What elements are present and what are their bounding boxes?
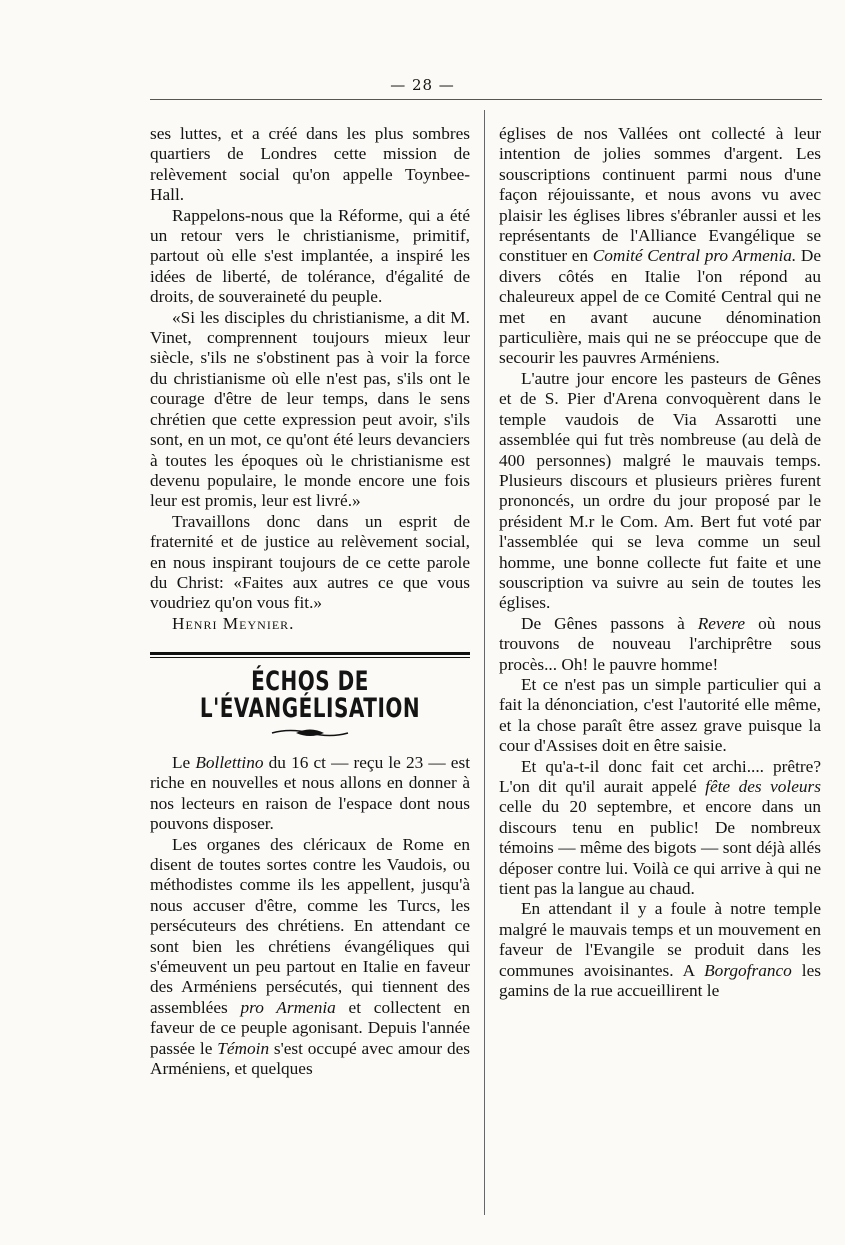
italic-title: Comité Central pro Armenia. [592, 246, 797, 266]
italic-title: Témoin [217, 1038, 270, 1058]
section-heading: ÉCHOS DE L'ÉVANGÉLISATION [199, 664, 421, 725]
paragraph: Les organes des cléricaux de Rome en disent de toutes sortes contre les Vaudois, ou méthodistes comme ils les appellent, jusqu'à nous accuser d'être, comme les Turcs, les persécuteurs des chrétiens. En attendant ce sont bien les chrétiens évangéliques qui s'émeuvent un peu partout en Italie en faveur des Arméniens persécutés, qui tiennent des assemblées pro Armenia et collectent en faveur de ce peuple agonisant. Depuis l'année passée le Témoin s'est occupé avec amour des Arméniens, et quelques [150, 834, 471, 1079]
italic-place: Revere [697, 613, 746, 633]
paragraph: Et ce n'est pas un simple particulier qui a fait la dénonciation, c'est l'autorité elle même, et la chose paraît être assez grave puisque la cour d'Assises doit en être saisie. [499, 674, 821, 756]
paragraph: ses luttes, et a créé dans les plus sombres quartiers de Londres cette mission de relèvement social qu'on appelle Toynbee-Hall. [150, 124, 470, 205]
paragraph: Le Bollettino du 16 ct — reçu le 23 — est riche en nouvelles et nous allons en donner à nos lecteurs en raison de l'espace dont nous pouvons disposer. [150, 752, 470, 834]
italic-title: Bollettino [195, 752, 264, 772]
paragraph: De Gênes passons à Revere où nous trouvons de nouveau l'archiprêtre sous procès... Oh! le pauvre homme! [499, 613, 821, 674]
paragraph: Et qu'a-t-il donc fait cet archi.... prêtre? L'on dit qu'il aurait appelé fête des voleurs celle du 20 septembre, et encore dans un discours tenu en public! De nombreux témoins — même des bigots — sont déjà allés déposer contre lui. Voilà ce qui arrive à qui ne tient pas la langue au chaud. [499, 756, 821, 899]
paragraph: En attendant il y a foule à notre temple malgré le mauvais temps et un mouvement en faveur de l'Evangile se produit dans les communes avoisinantes. A Borgofranco les gamins de la rue accueillirent le [499, 899, 821, 1001]
paragraph: Rappelons-nous que la Réforme, qui a été un retour vers le christianisme, primitif, partout où elle s'est implantée, a inspiré les idées de liberté, de tolérance, d'égalité de droits, de souveraineté du peuple. [150, 205, 470, 307]
paragraph: Travaillons donc dans un esprit de fraternité et de justice au relèvement social, en nous inspirant toujours de ce cette parole du Christ: «Faites aux autres ce que vous voudriez qu'on vous fit.» [150, 511, 470, 613]
right-column [499, 124, 821, 1001]
italic-place: Borgofranco [704, 960, 792, 980]
section-rule [150, 652, 470, 658]
ornament-icon [270, 727, 350, 739]
page-number: — 28 — [390, 76, 455, 94]
italic-title: pro Armenia [240, 997, 336, 1017]
left-column [150, 124, 470, 1079]
italic-phrase: fête des voleurs [705, 777, 821, 796]
author-signature: Henri Meynier. [172, 613, 295, 633]
paragraph: églises de nos Vallées ont collecté à leur intention de jolies sommes d'argent. Les souscriptions continuent parmi nous d'une façon réjouissante, et nous avons vu avec plaisir les églises libres s'ébranler aussi et les représentants de l'Alliance Evangélique se constituer en Comité Central pro Armenia. De divers côtés en Italie l'on répond au chaleureux appel de ce Comité Central qui ne met en avant aucune dénomination particulière, mais qui ne se préoccupe que de secourir les pauvres Arméniens. [499, 124, 821, 368]
header-rule [150, 99, 822, 100]
column-divider [484, 110, 485, 1215]
paragraph: L'autre jour encore les pasteurs de Gênes et de S. Pier d'Arena convoquèrent dans le temple vaudois de Via Assarotti une assemblée qui fut très nombreuse (au delà de 400 personnes) malgré le mauvais temps. Plusieurs discours et plusieurs prières furent prononcés, un ordre du jour proposé par le président M.r le Com. Am. Bert fut voté par l'assemblée qui se leva comme un seul homme, une bonne collecte fut faite et une souscription va suivre au sein de toutes les églises. [499, 368, 821, 613]
quote-paragraph: «Si les disciples du christianisme, a dit M. Vinet, comprennent toujours mieux leur siècle, s'ils ne s'obstinent pas à voir la force du christianisme où elle n'est pas, s'ils ont le courage d'être de leur temps, dans le sens chrétien que cette expression peut avoir, s'ils sont, en un mot, ce qu'ont été leurs devanciers à toutes les époques où le christianisme est devenu populaire, le monde encore une fois leur est promis, leur est livré.» [150, 307, 470, 511]
